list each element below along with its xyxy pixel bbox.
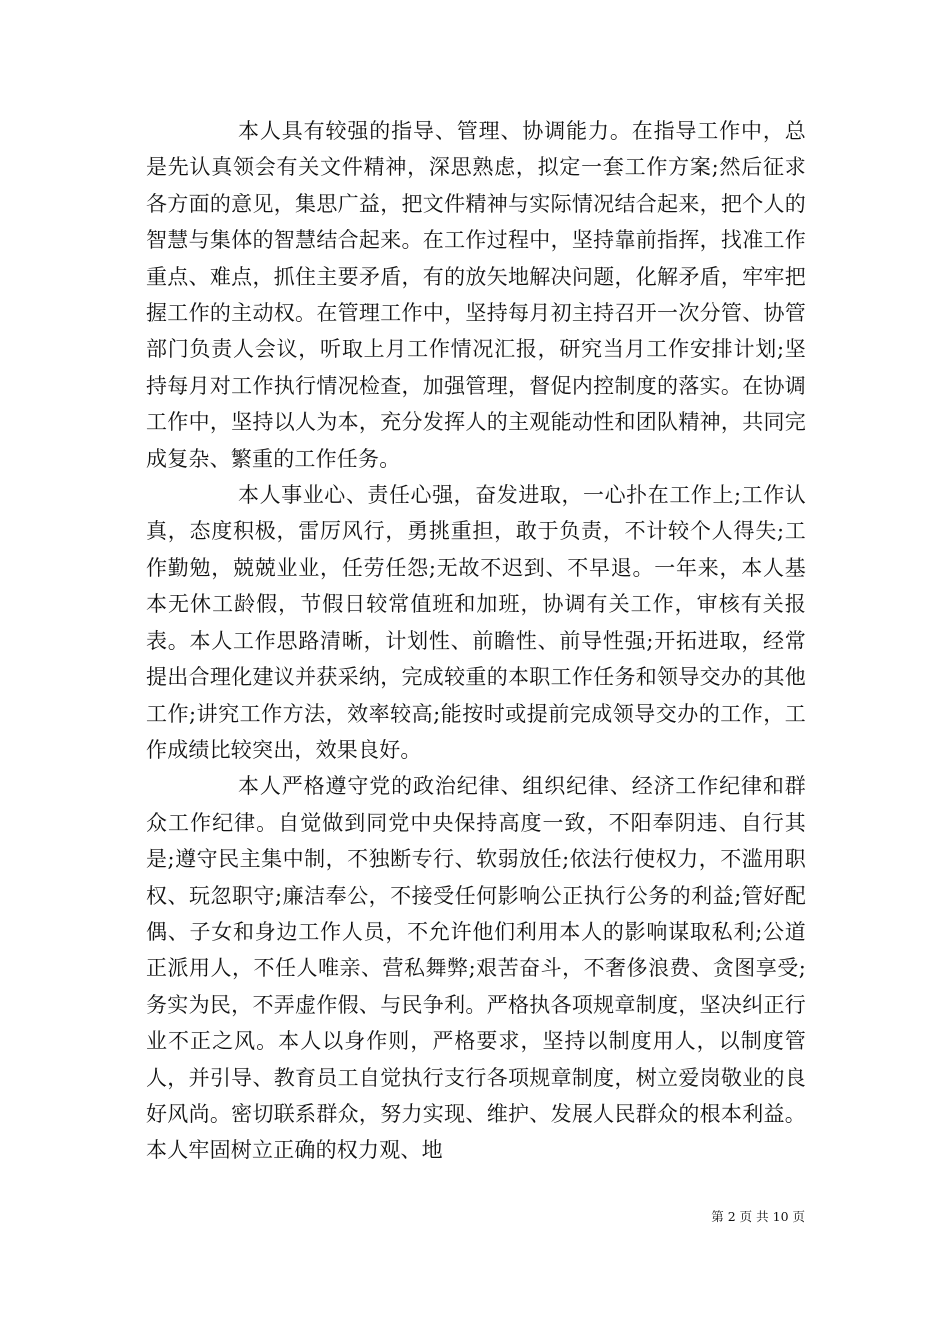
page-number-footer: 第 2 页 共 10 页	[711, 1209, 805, 1224]
document-body	[146, 113, 806, 1169]
paragraph-leadership-abilities: 本人具有较强的指导、管理、协调能力。在指导工作中，总是先认真领会有关文件精神，深思熟虑，拟定一套工作方案;然后征求各方面的意见，集思广益，把文件精神与实际情况结合起来，把个人的智慧与集体的智慧结合起来。在工作过程中，坚持靠前指挥，找准工作重点、难点，抓住主要矛盾，有的放矢地解决问题，化解矛盾，牢牢把握工作的主动权。在管理工作中，坚持每月初主持召开一次分管、协管部门负责人会议，听取上月工作情况汇报，研究当月工作安排计划;坚持每月对工作执行情况检查，加强管理，督促内控制度的落实。在协调工作中，坚持以人为本，充分发挥人的主观能动性和团队精神，共同完成复杂、繁重的工作任务。	[146, 119, 806, 471]
paragraph-discipline: 本人严格遵守党的政治纪律、组织纪律、经济工作纪律和群众工作纪律。自觉做到同党中央保持高度一致，不阳奉阴违、自行其是;遵守民主集中制，不独断专行、软弱放任;依法行使权力，不滥用职权、玩忽职守;廉洁奉公，不接受任何影响公正执行公务的利益;管好配偶、子女和身边工作人员，不允许他们利用本人的影响谋取私利;公道正派用人，不任人唯亲、营私舞弊;艰苦奋斗，不奢侈浪费、贪图享受;务实为民，不弄虚作假、与民争利。严格执各项规章制度，坚决纠正行业不正之风。本人以身作则，严格要求，坚持以制度用人，以制度管人，并引导、教育员工自觉执行支行各项规章制度，树立爱岗敬业的良好风尚。密切联系群众，努力实现、维护、发展人民群众的根本利益。本人牢固树立正确的权力观、地	[146, 774, 806, 1163]
paragraph-work-attitude: 本人事业心、责任心强，奋发进取，一心扑在工作上;工作认真，态度积极，雷厉风行，勇挑重担，敢于负责，不计较个人得失;工作勤勉，兢兢业业，任劳任怨;无故不迟到、不早退。一年来，本人基本无休工龄假，节假日较常值班和加班，协调有关工作，审核有关报表。本人工作思路清晰，计划性、前瞻性、前导性强;开拓进取，经常提出合理化建议并获采纳，完成较重的本职工作任务和领导交办的其他工作;讲究工作方法，效率较高;能按时或提前完成领导交办的工作，工作成绩比较突出，效果良好。	[146, 483, 806, 762]
